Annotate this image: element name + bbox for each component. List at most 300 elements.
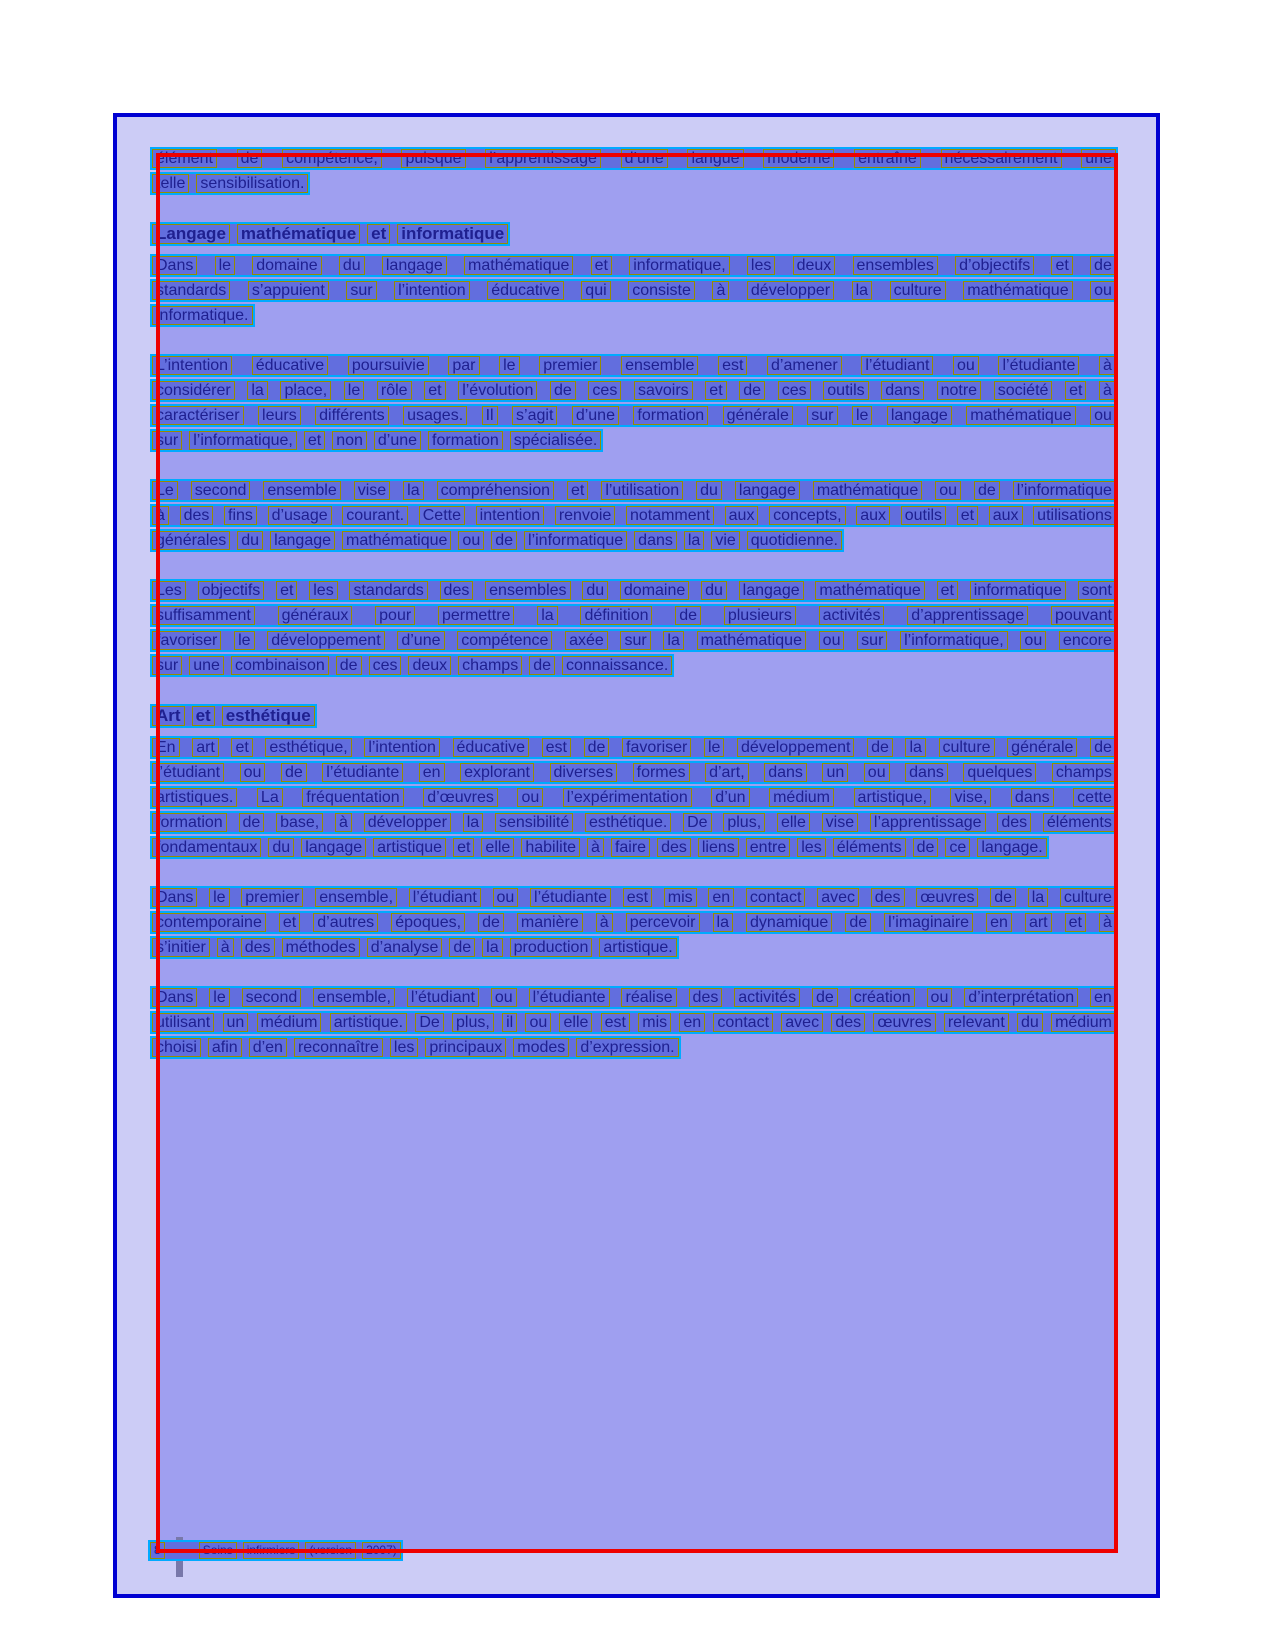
ocr-word-box: et — [276, 581, 297, 600]
ocr-line-box — [150, 147, 1118, 170]
ocr-word-box: l’étudiante — [322, 763, 403, 782]
ocr-line-box — [150, 811, 1118, 834]
ocr-word-box: langue — [687, 149, 743, 168]
ocr-word-box: deux — [408, 656, 451, 675]
ocr-word-box: Art — [152, 706, 185, 726]
ocr-word-box: et — [192, 706, 215, 726]
ocr-word-box: du — [237, 531, 263, 550]
ocr-word-box: l’étudiante — [998, 356, 1079, 375]
ocr-word-box: De — [415, 1013, 443, 1032]
ocr-word-box: l’informatique, — [189, 431, 297, 450]
ocr-word-box: elle — [481, 838, 514, 857]
ocr-word-box: second — [242, 988, 302, 1007]
ocr-word-box: des — [241, 938, 275, 957]
ocr-word-box: l’informatique — [1013, 481, 1116, 500]
ocr-word-box: il — [502, 1013, 517, 1032]
ocr-word-box: et — [231, 738, 252, 757]
ocr-word-box: deux — [793, 256, 836, 275]
ocr-word-box: artistique. — [330, 1013, 407, 1032]
ocr-word-box: combinaison — [231, 656, 329, 675]
ocr-word-box: explorant — [460, 763, 534, 782]
ocr-word-box: consiste — [628, 281, 695, 300]
ocr-word-box: le — [704, 738, 724, 757]
ocr-word-box: champs — [458, 656, 522, 675]
ocr-word-box: esthétique, — [265, 738, 351, 757]
ocr-word-box: le — [499, 356, 519, 375]
ocr-word-box: la — [403, 481, 423, 500]
ocr-word-box: de — [529, 656, 555, 675]
ocr-word-box: faire — [611, 838, 650, 857]
ocr-word-box: mathématique — [815, 581, 924, 600]
ocr-word-box: éléments — [1043, 813, 1116, 832]
ocr-word-box: et — [567, 481, 588, 500]
ocr-line-box — [150, 529, 844, 552]
ocr-word-box: développer — [364, 813, 451, 832]
ocr-word-box: ou — [240, 763, 266, 782]
ocr-word-box: du — [339, 256, 365, 275]
ocr-word-box: nécessairement — [941, 149, 1062, 168]
ocr-word-box: et — [424, 381, 445, 400]
ocr-word-box: entre — [746, 838, 790, 857]
text-blocks — [150, 147, 1118, 1086]
ocr-word-box: à — [152, 506, 169, 525]
ocr-word-box: les — [309, 581, 337, 600]
ocr-word-box: formation — [152, 813, 227, 832]
ocr-word-box: ou — [953, 356, 979, 375]
ocr-word-box: usages. — [403, 406, 467, 425]
ocr-word-box: d’objectifs — [955, 256, 1034, 275]
ocr-word-box: d’usage — [268, 506, 332, 525]
ocr-word-box: sur — [346, 281, 376, 300]
ocr-word-box: d’analyse — [367, 938, 443, 957]
ocr-word-box: contact — [713, 1013, 773, 1032]
ocr-word-box: le — [215, 256, 235, 275]
ocr-word-box: qui — [581, 281, 610, 300]
ocr-line-box — [150, 172, 310, 195]
ocr-word-box: Dans — [152, 888, 197, 907]
ocr-line-box — [150, 761, 1118, 784]
ocr-word-box: des — [831, 1013, 865, 1032]
ocr-word-box: outils — [901, 506, 946, 525]
ocr-word-box: d’œuvres — [423, 788, 498, 807]
ocr-word-box: ensemble — [621, 356, 698, 375]
ocr-word-box: ou — [1090, 406, 1116, 425]
ocr-word-box: des — [180, 506, 214, 525]
ocr-word-box: en — [419, 763, 445, 782]
ocr-word-box: ce — [945, 838, 970, 857]
ocr-word-box: Cette — [419, 506, 465, 525]
ocr-word-box: vie — [711, 531, 739, 550]
ocr-word-box: plus, — [723, 813, 765, 832]
ocr-word-box: ou — [819, 631, 845, 650]
ocr-word-box: aux — [989, 506, 1023, 525]
ocr-word-box: et — [304, 431, 325, 450]
ocr-word-box: concepts, — [769, 506, 845, 525]
ocr-word-box: sur — [152, 656, 182, 675]
ocr-word-box: aux — [856, 506, 890, 525]
ocr-word-box: les — [390, 1038, 418, 1057]
ocr-line-box — [150, 254, 1118, 277]
ocr-word-box: et — [1065, 381, 1086, 400]
ocr-word-box: dynamique — [746, 913, 832, 932]
ocr-word-box: ou — [458, 531, 484, 550]
ocr-word-box: un — [223, 1013, 249, 1032]
ocr-word-box: mathématique — [342, 531, 451, 550]
ocr-word-box: de — [550, 381, 576, 400]
paragraph — [150, 479, 1118, 552]
ocr-word-box: manière — [517, 913, 583, 932]
ocr-word-box: d’art, — [705, 763, 749, 782]
ocr-word-box: la — [247, 381, 267, 400]
ocr-word-box: aux — [725, 506, 759, 525]
ocr-word-box: l’évolution — [458, 381, 537, 400]
ocr-word-box: utilisations — [1033, 506, 1116, 525]
ocr-word-box: du — [1017, 1013, 1043, 1032]
ocr-word-box: et — [591, 256, 612, 275]
ocr-word-box: est — [718, 356, 747, 375]
ocr-word-box: premier — [241, 888, 303, 907]
ocr-word-box: l’imaginaire — [884, 913, 973, 932]
ocr-word-box: réalise — [621, 988, 676, 1007]
ocr-word-box: ou — [935, 481, 961, 500]
ocr-word-box: éducative — [487, 281, 564, 300]
ocr-word-box: notre — [937, 381, 981, 400]
ocr-word-box: L’intention — [152, 356, 232, 375]
ocr-word-box: compétence — [457, 631, 552, 650]
ocr-word-box: avec — [817, 888, 859, 907]
ocr-word-box-footer-title: infirmiers — [243, 1542, 300, 1559]
ocr-word-box: et — [937, 581, 958, 600]
ocr-word-box: fins — [224, 506, 257, 525]
ocr-word-box: de — [913, 838, 939, 857]
ocr-word-box: les — [747, 256, 775, 275]
ocr-word-box: La — [257, 788, 283, 807]
ocr-word-box: artistique. — [599, 938, 676, 957]
ocr-word-box: Il — [482, 406, 498, 425]
ocr-line-box — [150, 736, 1118, 759]
ocr-word-box: l’intention — [364, 738, 440, 757]
ocr-word-box: œuvres — [873, 1013, 935, 1032]
ocr-word-box: des — [440, 581, 474, 600]
ocr-word-box: afin — [208, 1038, 242, 1057]
ocr-word-box: quelques — [963, 763, 1036, 782]
ocr-word-box: de — [675, 606, 701, 625]
ocr-line-box — [150, 886, 1118, 909]
ocr-word-box: base, — [276, 813, 323, 832]
ocr-word-box: d’une — [374, 431, 421, 450]
ocr-word-box: à — [587, 838, 604, 857]
ocr-word-box: pour — [375, 606, 415, 625]
ocr-word-box: le — [209, 888, 229, 907]
paragraph — [150, 147, 1118, 195]
ocr-word-box: esthétique. — [585, 813, 671, 832]
ocr-word-box-footer-title: (version — [305, 1542, 356, 1559]
ocr-word-box: l’utilisation — [601, 481, 683, 500]
ocr-word-box: le — [234, 631, 254, 650]
ocr-word-box: de — [449, 938, 475, 957]
ocr-word-box: en — [986, 913, 1012, 932]
ocr-word-box: Les — [152, 581, 186, 600]
ocr-word-box: de — [1090, 738, 1116, 757]
ocr-word-box: la — [684, 531, 704, 550]
ocr-word-box: sur — [857, 631, 887, 650]
ocr-word-box: mathématique — [966, 406, 1075, 425]
ocr-word-box: de — [739, 381, 765, 400]
ocr-word-box: s’appuient — [248, 281, 329, 300]
ocr-line-box — [150, 704, 317, 728]
ocr-word-box: notamment — [626, 506, 714, 525]
ocr-word-box: premier — [539, 356, 601, 375]
ocr-word-box: dans — [1011, 788, 1054, 807]
section-heading — [150, 704, 1118, 728]
ocr-word-box: culture — [890, 281, 946, 300]
ocr-word-box: s’agit — [512, 406, 557, 425]
ocr-word-box: l’apprentissage — [485, 149, 601, 168]
ocr-word-box: reconnaître — [294, 1038, 383, 1057]
ocr-word-box: éléments — [833, 838, 906, 857]
ocr-word-box: est — [623, 888, 652, 907]
paragraph — [150, 986, 1118, 1059]
ocr-word-box: langage — [301, 838, 366, 857]
ocr-word-box: le — [344, 381, 364, 400]
ocr-word-box: est — [601, 1013, 630, 1032]
ocr-word-box: sur — [807, 406, 837, 425]
ocr-word-box: permettre — [438, 606, 514, 625]
ocr-word-box: des — [689, 988, 723, 1007]
ocr-word-box: connaissance. — [562, 656, 672, 675]
ocr-word-box: contemporaine — [152, 913, 266, 932]
ocr-word-box: elle — [559, 1013, 592, 1032]
ocr-word-box: formation — [633, 406, 708, 425]
ocr-word-box: sur — [620, 631, 650, 650]
ocr-word-box: et — [705, 381, 726, 400]
ocr-word-box: mathématique — [813, 481, 922, 500]
ocr-word-box: liens — [698, 838, 739, 857]
ocr-word-box: et — [367, 224, 390, 244]
ocr-word-box: élément — [152, 149, 217, 168]
ocr-word-box: et — [1065, 913, 1086, 932]
ocr-word-box: cette — [1073, 788, 1116, 807]
ocr-word-box: à — [1099, 356, 1116, 375]
ocr-word-box: d’expression. — [576, 1038, 678, 1057]
ocr-word-box: principaux — [425, 1038, 506, 1057]
ocr-word-box: ensemble, — [313, 988, 395, 1007]
ocr-word-box: pouvant — [1051, 606, 1116, 625]
ocr-word-box: favoriser — [622, 738, 691, 757]
ocr-word-box: en — [1090, 988, 1116, 1007]
ocr-word-box: culture — [939, 738, 995, 757]
ocr-word-box: du — [696, 481, 722, 500]
ocr-line-box — [150, 786, 1118, 809]
ocr-word-box: poursuivie — [348, 356, 429, 375]
ocr-word-box: standards — [152, 281, 230, 300]
ocr-word-box: non — [332, 431, 367, 450]
ocr-word-box: à — [217, 938, 234, 957]
ocr-word-box: développement — [737, 738, 854, 757]
ocr-word-box: domaine — [252, 256, 321, 275]
ocr-word-box: second — [191, 481, 251, 500]
ocr-word-box: ou — [927, 988, 953, 1007]
ocr-word-box: standards — [349, 581, 427, 600]
ocr-word-box: domaine — [620, 581, 689, 600]
ocr-word-box: ensembles — [853, 256, 938, 275]
ocr-word-box: Dans — [152, 256, 197, 275]
ocr-word-box: de — [867, 738, 893, 757]
ocr-word-box: ou — [1090, 281, 1116, 300]
ocr-word-box: ou — [864, 763, 890, 782]
ocr-word-box: informatique — [397, 224, 508, 244]
ocr-word-box: d’un — [711, 788, 749, 807]
ocr-word-box: esthétique — [222, 706, 315, 726]
ocr-line-box — [150, 479, 1118, 502]
ocr-word-box: éducative — [252, 356, 329, 375]
ocr-word-box: société — [994, 381, 1053, 400]
ocr-word-box: et — [957, 506, 978, 525]
ocr-word-box: d’une — [621, 149, 668, 168]
ocr-word-box: généraux — [278, 606, 353, 625]
ocr-word-box: le — [209, 988, 229, 1007]
ocr-word-box: générale — [723, 406, 793, 425]
ocr-word-box: dans — [881, 381, 924, 400]
ocr-line-box — [150, 936, 679, 959]
ocr-word-box: objectifs — [198, 581, 265, 600]
ocr-word-box: utilisant — [152, 1013, 214, 1032]
ocr-word-box: définition — [580, 606, 652, 625]
ocr-word-box: place, — [280, 381, 331, 400]
ocr-line-box — [150, 504, 1118, 527]
ocr-word-box: choisi — [152, 1038, 201, 1057]
ocr-word-box: de — [812, 988, 838, 1007]
ocr-word-box: telle — [152, 174, 189, 193]
ocr-word-box: ou — [517, 788, 543, 807]
ocr-word-box: de — [974, 481, 1000, 500]
ocr-word-box: sensibilité — [495, 813, 573, 832]
ocr-word-box: activités — [819, 606, 885, 625]
ocr-word-box: et — [1051, 256, 1072, 275]
ocr-word-box: la — [537, 606, 557, 625]
ocr-word-box: générale — [1007, 738, 1077, 757]
ocr-word-box: art — [1025, 913, 1052, 932]
ocr-word-box: ces — [588, 381, 621, 400]
ocr-word-box: la — [713, 913, 733, 932]
ocr-word-box: sur — [152, 431, 182, 450]
ocr-word-box: ou — [1020, 631, 1046, 650]
ocr-word-box: artistique, — [854, 788, 931, 807]
ocr-word-box: renvoie — [555, 506, 615, 525]
ocr-word-box: mathématique — [963, 281, 1072, 300]
ocr-word-box: la — [1028, 888, 1048, 907]
ocr-word-box: dans — [634, 531, 677, 550]
ocr-word-box: champs — [1052, 763, 1116, 782]
ocr-word-box: et — [279, 913, 300, 932]
ocr-word-box: suffisamment — [152, 606, 255, 625]
ocr-word-box: de — [281, 763, 307, 782]
ocr-word-box: savoirs — [634, 381, 693, 400]
ocr-word-box: langage — [270, 531, 335, 550]
ocr-word-box: Dans — [152, 988, 197, 1007]
ocr-line-box — [150, 986, 1118, 1009]
ocr-line-box — [150, 836, 1049, 859]
ocr-word-box: de — [239, 813, 265, 832]
ocr-word-box: générales — [152, 531, 230, 550]
ocr-word-box: puisque — [401, 149, 465, 168]
ocr-word-box: les — [797, 838, 825, 857]
ocr-word-box: développer — [747, 281, 834, 300]
ocr-word-box: d’une — [572, 406, 619, 425]
ocr-word-box: d’amener — [767, 356, 842, 375]
ocr-word-box: ou — [493, 888, 519, 907]
ocr-word-box: la — [663, 631, 683, 650]
paragraph — [150, 736, 1118, 859]
ocr-word-box: fondamentaux — [152, 838, 261, 857]
ocr-word-box: modes — [513, 1038, 569, 1057]
ocr-word-box: langage — [887, 406, 952, 425]
ocr-word-box: l’étudiante — [530, 888, 611, 907]
ocr-line-box — [150, 222, 510, 246]
ocr-word-box: langage — [382, 256, 447, 275]
ocr-word-box: œuvres — [916, 888, 978, 907]
ocr-word-box: ces — [369, 656, 402, 675]
ocr-word-box: formes — [633, 763, 690, 782]
ocr-word-box: mathématique — [464, 256, 573, 275]
ocr-word-box: spécialisée. — [510, 431, 602, 450]
ocr-word-box: développement — [267, 631, 384, 650]
ocr-word-box: un — [822, 763, 848, 782]
ocr-word-box: plus, — [452, 1013, 494, 1032]
ocr-word-box: la — [463, 813, 483, 832]
ocr-word-box: artistiques. — [152, 788, 237, 807]
ocr-word-box: la — [905, 738, 925, 757]
ocr-line-box — [150, 1036, 681, 1059]
section-heading — [150, 222, 1118, 246]
ocr-word-box: médium — [257, 1013, 322, 1032]
ocr-word-box: est — [542, 738, 571, 757]
paragraph — [150, 579, 1118, 677]
ocr-word-box: une — [189, 656, 224, 675]
ocr-word-box: langage — [739, 581, 804, 600]
ocr-word-box: s’initier — [152, 938, 210, 957]
ocr-word-box: langage — [735, 481, 800, 500]
ocr-word-box: percevoir — [626, 913, 700, 932]
ocr-word-box: entraîne — [854, 149, 921, 168]
ocr-word-box: l’expérimentation — [563, 788, 692, 807]
ocr-line-box — [150, 279, 1118, 302]
ocr-word-box: à — [1099, 381, 1116, 400]
ocr-line-box — [150, 579, 1118, 602]
ocr-word-box: ensemble — [263, 481, 340, 500]
ocr-line-box — [150, 629, 1118, 652]
ocr-word-box: caractériser — [152, 406, 244, 425]
ocr-word-box: des — [657, 838, 691, 857]
ocr-word-box: à — [712, 281, 729, 300]
ocr-word-box: outils — [823, 381, 868, 400]
ocr-word-box: artistique — [373, 838, 446, 857]
ocr-word-box: considérer — [152, 381, 235, 400]
paragraph — [150, 354, 1118, 452]
ocr-word-box: de — [584, 738, 610, 757]
ocr-word-box: formation — [428, 431, 503, 450]
ocr-word-box: compréhension — [437, 481, 554, 500]
footer-spacer — [171, 1542, 193, 1559]
ocr-line-box — [150, 354, 1118, 377]
ocr-word-box: l’étudiante — [529, 988, 610, 1007]
ocr-word-box: et — [453, 838, 474, 857]
ocr-word-box: sont — [1078, 581, 1116, 600]
ocr-line-box — [150, 911, 1118, 934]
ocr-word-box: production — [510, 938, 593, 957]
ocr-word-box: informatique, — [629, 256, 730, 275]
ocr-word-box: mathématique — [697, 631, 806, 650]
